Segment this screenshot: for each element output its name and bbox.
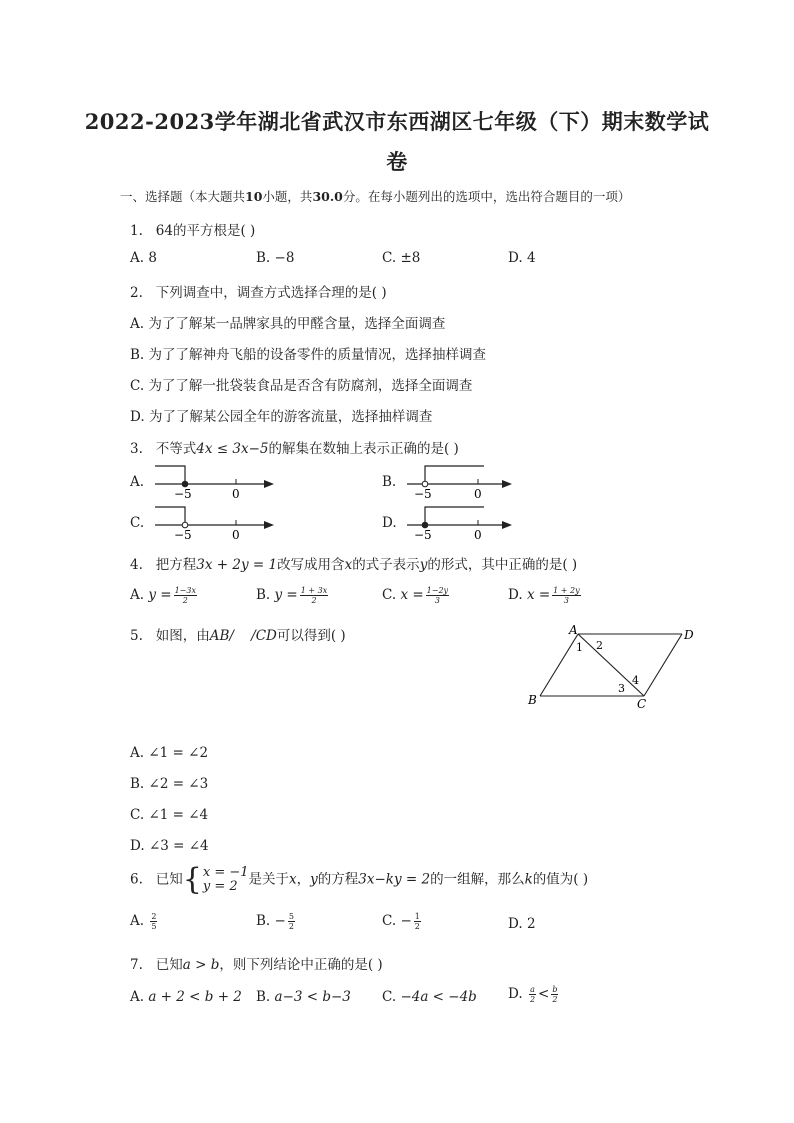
q6-text-mid: 是关于 <box>248 871 290 888</box>
q7-option-d[interactable] <box>508 985 560 1004</box>
q4-option-b-label: B. <box>256 587 271 603</box>
q2-text: 下列调查中，调查方式选择合理的是( ) <box>155 285 387 301</box>
q7-option-d-den1: 2 <box>529 995 536 1004</box>
q6-sep: ， <box>296 871 311 888</box>
q4-option-b-lhs: y = <box>274 587 298 603</box>
q3-numberline-b[interactable] <box>402 460 522 502</box>
q7-option-b[interactable] <box>256 989 351 1005</box>
q3-text-pre: 不等式 <box>155 441 197 457</box>
q5-option-d[interactable] <box>130 838 209 854</box>
q1-option-b-label: B. <box>256 250 271 266</box>
q2-option-c-value: 为了了解一批袋装食品是否含有防腐剂，选择全面调查 <box>148 378 473 394</box>
q6-var-x: x <box>289 871 297 888</box>
q6-number: 6. <box>130 871 143 888</box>
q5-option-a-label: A. <box>130 745 145 761</box>
q6-option-c-fraction <box>414 912 421 931</box>
q6-expr: 3x−ky = 2 <box>358 871 431 888</box>
q6-sys-row1: x = −1 <box>202 865 249 880</box>
q2-option-a-value: 为了了解某一品牌家具的甲醛含量，选择全面调查 <box>148 316 446 332</box>
q3-option-c[interactable] <box>130 515 144 531</box>
question-1 <box>130 219 255 239</box>
q3-d-tick2: 0 <box>474 528 482 542</box>
q4-text-post: 的形式，其中正确的是( ) <box>427 557 578 573</box>
q3-option-c-label: C. <box>130 515 145 531</box>
q6-option-b-den: 2 <box>288 922 294 931</box>
q2-option-d[interactable] <box>130 405 432 425</box>
q5-option-d-value: ∠3 = ∠4 <box>148 838 209 854</box>
q3-option-a[interactable] <box>130 474 144 490</box>
q6-option-a-num: 2 <box>151 912 157 921</box>
q4-var-y: y <box>419 557 428 573</box>
q6-equation-system <box>182 862 249 897</box>
q4-option-a-num: 1−3x <box>174 586 196 595</box>
q4-option-a-fraction <box>174 586 197 605</box>
q2-option-a-label: A. <box>130 316 145 332</box>
q4-number: 4. <box>130 557 143 573</box>
q1-text: 的平方根是( ) <box>172 223 256 239</box>
q4-option-c[interactable] <box>382 586 451 605</box>
q5-text-post: 可以得到( ) <box>276 628 346 644</box>
q5-expr: AB/ /CD <box>209 628 277 644</box>
q4-option-a-lhs: y = <box>148 587 172 603</box>
q5-label-a: A <box>569 623 578 637</box>
q5-label-b: B <box>528 693 537 707</box>
q1-option-c-value: ±8 <box>400 250 421 266</box>
q2-option-b-label: B. <box>130 347 145 363</box>
q2-option-d-value: 为了了解某公园全年的游客流量，选择抽样调查 <box>148 409 433 425</box>
q3-option-d[interactable] <box>382 515 397 531</box>
q7-option-c-label: C. <box>382 989 397 1005</box>
q1-option-a[interactable] <box>130 250 157 266</box>
q3-option-b-label: B. <box>382 474 397 490</box>
q6-option-c[interactable] <box>382 912 423 931</box>
q5-text-pre: 如图，由 <box>155 628 210 644</box>
q4-option-c-label: C. <box>382 587 397 603</box>
q7-option-d-op: < <box>538 986 550 1002</box>
q3-numberline-d[interactable] <box>402 501 522 543</box>
q5-option-b-label: B. <box>130 776 145 792</box>
question-7 <box>130 953 383 973</box>
question-6 <box>130 862 589 897</box>
q7-text-post: ，则下列结论中正确的是( ) <box>219 957 383 973</box>
q6-text-pre: 已知 <box>155 871 183 888</box>
q5-label-d: D <box>684 628 694 642</box>
q2-number: 2. <box>130 285 143 301</box>
q4-option-b-num: 1 + 3x <box>300 586 328 595</box>
q3-numberline-a[interactable] <box>150 460 280 502</box>
q3-c-tick2: 0 <box>232 528 240 542</box>
q6-option-b-num: 5 <box>288 912 294 921</box>
q6-option-a-label: A. <box>130 913 145 929</box>
q4-option-d-fraction <box>552 586 581 605</box>
q6-option-d-value: 2 <box>526 916 536 932</box>
q2-option-b-value: 为了了解神舟飞船的设备零件的质量情况，选择抽样调查 <box>148 347 487 363</box>
q1-option-d-value: 4 <box>526 250 536 266</box>
q6-option-d[interactable] <box>508 916 536 932</box>
q5-number: 5. <box>130 628 143 644</box>
q1-option-a-value: 8 <box>148 250 157 266</box>
q3-text-post: 的解集在数轴上表示正确的是( ) <box>268 441 459 457</box>
q4-option-a[interactable] <box>130 586 199 605</box>
q4-option-a-label: A. <box>130 587 145 603</box>
q7-option-d-fraction1 <box>529 985 536 1004</box>
q3-numberline-c[interactable] <box>150 501 280 543</box>
q4-option-b-fraction <box>300 586 328 605</box>
q6-option-c-sign: − <box>400 913 412 929</box>
q2-option-c-label: C. <box>130 378 145 394</box>
q6-option-c-num: 1 <box>414 912 420 921</box>
q6-text-mid2: 的方程 <box>317 871 359 888</box>
q7-option-a-value: a + 2 < b + 2 <box>148 989 242 1005</box>
q7-option-d-fraction2 <box>551 985 558 1004</box>
q6-brace-icon: { <box>182 862 202 897</box>
q5-option-b[interactable] <box>130 776 208 792</box>
q7-option-c[interactable] <box>382 989 477 1005</box>
q7-number: 7. <box>130 957 143 973</box>
q3-option-b[interactable] <box>382 474 396 490</box>
q3-a-tick2: 0 <box>232 487 240 501</box>
section-score: 30.0 <box>312 189 343 204</box>
q5-angle-2: 2 <box>596 639 603 652</box>
q4-expr: 3x + 2y = 1 <box>196 557 278 573</box>
q7-expr: a > b <box>182 957 220 973</box>
q6-option-a-fraction <box>150 912 157 931</box>
q1-option-c-label: C. <box>382 250 397 266</box>
q6-sys-row2: y = 2 <box>202 879 238 894</box>
q7-text-pre: 已知 <box>155 957 183 973</box>
q6-option-b-fraction <box>288 912 295 931</box>
q6-option-b-label: B. <box>256 913 271 929</box>
q4-option-c-num: 1−2y <box>426 586 449 595</box>
q2-option-c[interactable] <box>130 374 472 394</box>
q5-option-c[interactable] <box>130 807 208 823</box>
q3-c-tick1: −5 <box>174 528 192 542</box>
q6-option-a[interactable] <box>130 912 159 931</box>
q3-d-tick1: −5 <box>414 528 432 542</box>
q4-var-x: x <box>344 557 353 573</box>
q6-var-y: y <box>310 871 318 888</box>
q4-text-pre: 把方程 <box>155 557 197 573</box>
exam-title-line1: 2022-2023学年湖北省武汉市东西湖区七年级（下）期末数学试 <box>84 109 710 134</box>
q6-option-b-sign: − <box>274 913 286 929</box>
q4-option-d-lhs: x = <box>526 587 551 603</box>
q3-b-tick2: 0 <box>474 487 482 501</box>
q1-option-b[interactable] <box>256 250 294 266</box>
q4-option-b-den: 2 <box>311 596 317 605</box>
q5-option-a[interactable] <box>130 745 208 761</box>
q6-var-k: k <box>524 871 533 888</box>
q5-option-b-value: ∠2 = ∠3 <box>148 776 209 792</box>
q5-angle-3: 3 <box>618 682 625 695</box>
section-prefix: 一、选择题（本大题共 <box>120 189 246 204</box>
q3-b-tick1: −5 <box>414 487 432 501</box>
q6-option-c-label: C. <box>382 913 397 929</box>
q7-option-c-value: −4a < −4b <box>400 989 477 1005</box>
q3-option-a-label: A. <box>130 474 145 490</box>
q4-option-a-den: 2 <box>182 596 188 605</box>
q2-option-d-label: D. <box>130 409 145 425</box>
q7-option-d-den2: 2 <box>552 995 558 1004</box>
question-5 <box>130 624 346 644</box>
question-4 <box>130 553 577 573</box>
question-3 <box>130 437 459 457</box>
q5-option-a-value: ∠1 = ∠2 <box>148 745 209 761</box>
q1-option-b-value: −8 <box>274 250 295 266</box>
q7-option-d-num1: a <box>530 985 535 994</box>
q5-angle-4: 4 <box>632 674 639 687</box>
q2-option-a[interactable] <box>130 312 445 332</box>
q4-text-mid: 改写成用含 <box>277 557 345 573</box>
q6-text-mid3: 的一组解，那么 <box>430 871 525 888</box>
q5-parallelogram-figure <box>520 620 700 712</box>
q1-number-64: 64 <box>155 223 173 239</box>
q2-option-b[interactable] <box>130 343 486 363</box>
q1-option-d-label: D. <box>508 250 523 266</box>
q4-option-d[interactable] <box>508 586 583 605</box>
q3-option-d-label: D. <box>382 515 397 531</box>
q5-angle-1: 1 <box>576 641 583 654</box>
section-suffix: 分。在每小题列出的选项中，选出符合题目的一项） <box>342 189 631 204</box>
q5-label-c: C <box>637 697 647 711</box>
q1-option-a-label: A. <box>130 250 145 266</box>
section-count: 10 <box>245 189 263 204</box>
section-header <box>120 187 630 205</box>
exam-title-line2: 卷 <box>386 149 408 174</box>
q4-option-c-den: 3 <box>434 596 440 605</box>
q4-option-d-label: D. <box>508 587 523 603</box>
q4-option-b[interactable] <box>256 586 330 605</box>
q6-option-c-den: 2 <box>414 922 420 931</box>
q4-option-c-lhs: x = <box>400 587 424 603</box>
q5-option-c-label: C. <box>130 807 145 823</box>
q7-option-d-num2: b <box>552 985 558 994</box>
q3-number: 3. <box>130 441 143 457</box>
section-mid: 小题，共 <box>262 189 313 204</box>
q3-a-tick1: −5 <box>174 487 192 501</box>
q7-option-d-label: D. <box>508 986 523 1002</box>
q1-option-c[interactable] <box>382 250 420 266</box>
q7-option-a-label: A. <box>130 989 145 1005</box>
q7-option-a[interactable] <box>130 989 242 1005</box>
q6-option-d-label: D. <box>508 916 523 932</box>
q6-option-a-den: 5 <box>151 922 157 931</box>
q3-expr: 4x ≤ 3x−5 <box>196 441 269 457</box>
q6-option-b[interactable] <box>256 912 297 931</box>
question-2 <box>130 281 387 301</box>
q1-number: 1. <box>130 223 143 239</box>
q4-option-c-fraction <box>426 586 449 605</box>
q5-option-c-value: ∠1 = ∠4 <box>148 807 209 823</box>
q7-option-b-label: B. <box>256 989 271 1005</box>
q7-option-b-value: a−3 < b−3 <box>274 989 351 1005</box>
q1-option-d[interactable] <box>508 250 536 266</box>
q4-option-d-den: 3 <box>563 596 569 605</box>
q4-option-d-num: 1 + 2y <box>553 586 580 595</box>
q5-option-d-label: D. <box>130 838 145 854</box>
q4-text-mid2: 的式子表示 <box>352 557 420 573</box>
q6-text-post: 的值为( ) <box>532 871 589 888</box>
